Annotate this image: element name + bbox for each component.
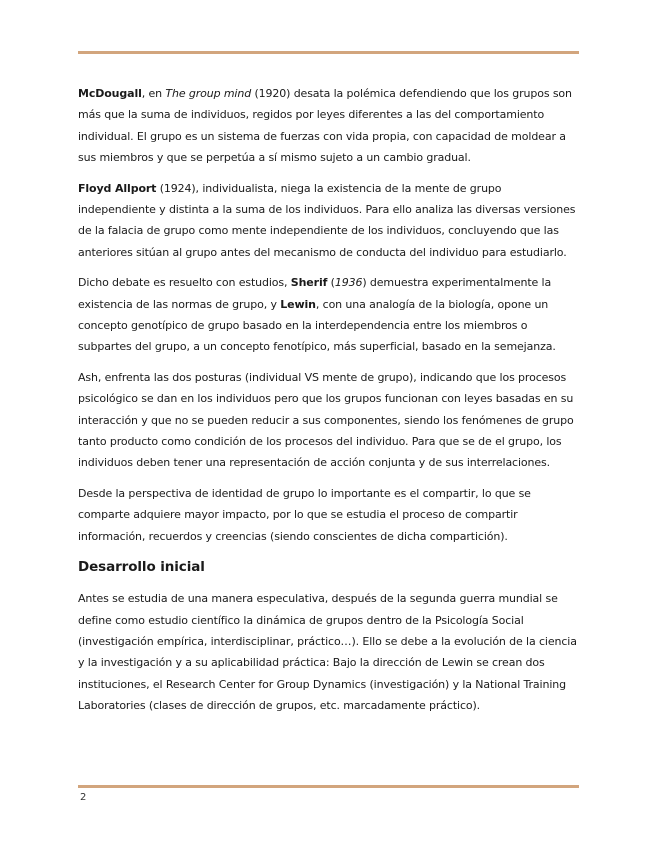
paragraph-development: Antes se estudia de una manera especulativa, después de la segunda guerra mundial se define como estudio científico la dinámica de grupos dentro de la Psicología Social (investigación empírica, interdisciplinar, práctico…). Ello se debe a la evolución de la ciencia y la investigación y a su aplicabilidad práctica: Bajo la dirección de Lewin se crean dos instituciones, el Research Center for Group Dynamics (investigación) y la National Training Laboratories (clases de dirección de grupos, etc. marcadamente práctico). [78,592,577,712]
bold-name: McDougall [78,87,142,100]
paragraph-ash: Ash, enfrenta las dos posturas (individual VS mente de grupo), indicando que los procesos psicológico se dan en los individuos pero que los grupos funcionan con leyes basadas en su interacción y que no se pueden reducir a sus componentes, siendo los fenómenes de grupo tanto producto como condición de los procesos del individuo. Para que se de el grupo, los individuos deben tener una representación de acción conjunta y de sus interrelaciones. [78,371,574,470]
paragraph-identity: Desde la perspectiva de identidad de grupo lo importante es el compartir, lo que se comparte adquiere mayor impacto, por lo que se estudia el proceso de compartir información, recuerdos y creencias (siendo conscientes de dicha compartición). [78,487,531,543]
bold-name: Floyd Allport [78,181,157,195]
bold-name: Sherif [290,276,328,290]
book-title: The group mind [165,87,252,100]
paragraph-allport: Floyd Allport (1924), individualista, niega la existencia de la mente de grupo independiente y distinta a la suma de los individuos. Para ello analiza las diversas versiones de la falacia de grupo como mente independiente de los individuos, concluyendo que las anteriores sitúan al grupo antes del mecanismo de conducta del individuo para estudiarlo. [78,181,576,259]
paragraph-sherif-lewin: Dicho debate es resuelto con estudios, Sherif (1936) demuestra experimentalmente la existencia de las normas de grupo, y Lewin, con una analogía de la biología, opone un concepto genotípico de grupo basado en la interdependencia entre los miembros o subpartes del grupo, a un concepto fenotípico, más superficial, basado en la semejanza. [78,276,556,354]
paragraph-mcdougall: McDougall, en The group mind (1920) desata la polémica defendiendo que los grupos son más que la suma de individuos, regidos por leyes diferentes a las del comportamiento individual. El grupo es un sistema de fuerzas con vida propia, con capacidad de moldear a sus miembros y que se perpetúa a sí mismo sujeto a un cambio gradual. [78,87,572,164]
section-heading: Desarrollo inicial [78,559,205,576]
page-number: 2 [80,792,87,803]
bold-name: Lewin [280,297,316,311]
page-body [78,83,580,726]
header-rule [78,51,579,54]
footer-rule [78,785,579,788]
italic-year: 1936 [334,276,363,290]
